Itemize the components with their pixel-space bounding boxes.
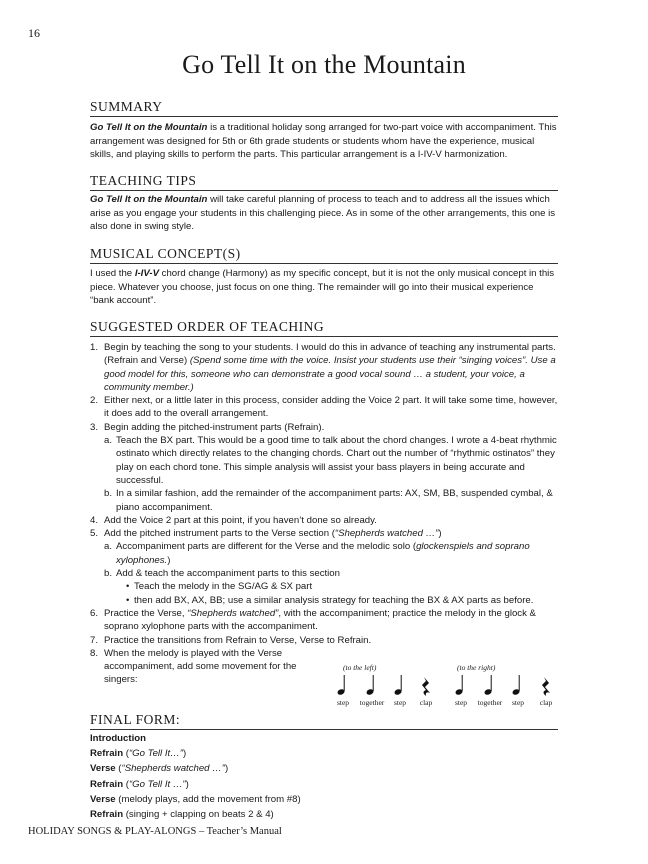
summary-heading: SUMMARY xyxy=(90,99,558,117)
form-text-end: ) xyxy=(182,748,187,760)
item-italic: “Shepherds watched …” xyxy=(334,528,439,540)
form-intro: Introduction xyxy=(90,733,146,744)
rhythm-word: step xyxy=(454,698,468,707)
subitem-text: In a similar fashion, add the remainder of the accompaniment parts: AX, SM, BB, suspended cymbal, & piano accompaniment. xyxy=(116,488,553,513)
subitem-italic: glockenspiels and soprano xylophones. xyxy=(116,541,530,566)
rhythm-word: clap xyxy=(539,698,553,707)
form-line xyxy=(90,792,560,807)
bullet-icon: • xyxy=(126,594,130,606)
item-text-end: ) xyxy=(438,528,442,540)
item-number: 5. xyxy=(90,528,99,540)
page-footer: HOLIDAY SONGS & PLAY-ALONGS – Teacher’s Manual xyxy=(28,826,282,837)
item-text: When the melody is played with the Verse accompaniment, add some movement for the singers: xyxy=(104,647,297,686)
musical-concept-heading: MUSICAL CONCEPT(S) xyxy=(90,246,558,264)
rhythm-word: together xyxy=(477,698,503,707)
form-line xyxy=(90,807,560,822)
movement-rhythm-figure xyxy=(335,663,565,711)
item-text: Add the Voice 2 part at this point, if you haven’t done so already. xyxy=(104,514,377,526)
musical-concept-paragraph xyxy=(90,267,560,308)
quarter-rest-icon xyxy=(422,677,430,696)
item-number: 2. xyxy=(90,395,99,407)
rhythm-left-label: (to the left) xyxy=(343,663,377,672)
final-form-heading: FINAL FORM: xyxy=(90,712,558,730)
rhythm-word: step xyxy=(393,698,407,707)
form-text: ( xyxy=(123,778,129,790)
form-line xyxy=(90,731,560,746)
summary-song-title: Go Tell It on the Mountain xyxy=(90,122,208,133)
quarter-note-icon xyxy=(455,675,464,696)
teaching-tips-heading: TEACHING TIPS xyxy=(90,173,558,191)
list-item xyxy=(90,527,562,540)
item-text: Add the pitched instrument parts to the Verse section ( xyxy=(104,528,335,540)
subitem-text: Teach the BX part. This would be a good time to talk about the chord changes. I wrote a 4-beat rhythmic ostinato which directly relates to the changing chords. Chart out the number of “rhythmic ostinatos” they play on each chord tone. This simple analysis will assist your bass players in being accurate and successful. xyxy=(116,435,557,486)
tips-text: will take careful planning of process to teach and to address all the issues which arise as you engage your students in this challenging piece. As in some of the other arrangements, this one is also done in swing style. xyxy=(90,194,556,232)
concept-chords: I-IV-V xyxy=(134,268,159,279)
quarter-note-icon xyxy=(394,675,403,696)
form-italic: “Go Tell It …” xyxy=(128,778,186,790)
form-text: (singing + clapping on beats 2 & 4) xyxy=(123,809,274,821)
item-text: Practice the Verse, xyxy=(104,607,188,619)
item-number: 1. xyxy=(90,342,99,353)
subitem-letter: b. xyxy=(104,488,113,500)
quarter-note-icon xyxy=(366,675,375,696)
form-section: Refrain xyxy=(90,778,124,790)
form-section: Verse xyxy=(90,763,116,775)
list-subitem xyxy=(90,487,562,514)
order-list xyxy=(90,341,562,687)
item-text: Practice the transitions from Refrain to Verse, Verse to Refrain. xyxy=(104,634,372,646)
quarter-rest-icon xyxy=(542,677,550,696)
list-subitem xyxy=(90,434,562,487)
rhythm-word: step xyxy=(511,698,525,707)
form-italic: “Shepherds watched …” xyxy=(121,763,225,775)
form-section: Refrain xyxy=(90,809,124,821)
item-text-end: , with the accompaniment; practice the melody in the glock & soprano xylophone parts with the accompaniment. xyxy=(104,607,536,633)
form-line xyxy=(90,761,560,776)
page-title: Go Tell It on the Mountain xyxy=(182,50,466,79)
subitem-text-end: ) xyxy=(167,554,171,566)
item-italic: “Shepherds watched” xyxy=(187,607,279,619)
form-line xyxy=(90,777,560,792)
list-item xyxy=(90,341,562,394)
quarter-note-icon xyxy=(484,675,493,696)
list-item xyxy=(90,647,332,687)
item-number: 6. xyxy=(90,607,99,619)
concept-text-after: chord change (Harmony) as my specific concept, but it is not the only musical concept in this piece. Whatever you choose, just focus on one thing. The remainder will go into their musical experience “bank account”. xyxy=(90,268,555,306)
rhythm-word: clap xyxy=(419,698,433,707)
item-italic: (Spend some time with the voice. Insist your students use their “singing voices”. Use a good model for this, someone who can demonstrate a good vocal sound … a student, your voice, a community member.) xyxy=(104,355,556,393)
bullet-text: Teach the melody in the SG/AG & SX part xyxy=(134,581,313,593)
form-text: ( xyxy=(123,748,129,760)
item-text: Begin by teaching the song to your students. I would do this in advance of teaching any instrumental parts. (Refrain and Verse) xyxy=(104,342,556,367)
item-number: 7. xyxy=(90,634,99,646)
quarter-note-icons xyxy=(335,673,565,697)
subitem-letter: b. xyxy=(104,568,113,580)
item-number: 3. xyxy=(90,421,99,433)
list-item xyxy=(90,634,562,647)
list-item xyxy=(90,421,562,434)
subitem-text: Accompaniment parts are different for the Verse and the melodic solo ( xyxy=(116,541,417,553)
item-number: 8. xyxy=(90,647,99,659)
final-form-list xyxy=(90,731,560,822)
form-text-end: ) xyxy=(224,763,229,775)
rhythm-word: step xyxy=(336,698,350,707)
list-subitem xyxy=(90,540,562,567)
item-text: Either next, or a little later in this process, consider adding the Voice 2 part. It will take some time, however, it does add to the overall arrangement. xyxy=(104,395,558,420)
order-heading: SUGGESTED ORDER OF TEACHING xyxy=(90,319,558,337)
summary-text: is a traditional holiday song arranged for two-part voice with accompaniment. This arrangement was designed for 5th or 6th grade students or students whom have the experience, musical skills, and playing skills to perform the parts. This particular arrangement is a I-IV-V harmonization. xyxy=(90,122,557,160)
rhythm-word: together xyxy=(359,698,385,707)
bullet-item xyxy=(90,594,562,607)
form-text: (melody plays, add the movement from #8) xyxy=(115,793,301,805)
item-text: Begin adding the pitched-instrument parts (Refrain). xyxy=(104,421,325,433)
bullet-icon: • xyxy=(126,581,130,593)
form-italic: “Go Tell It…” xyxy=(128,748,183,760)
form-text: ( xyxy=(115,763,122,775)
bullet-text: then add BX, AX, BB; use a similar analysis strategy for teaching the BX & AX parts as before. xyxy=(134,594,534,606)
item-number: 4. xyxy=(90,514,99,526)
form-text-end: ) xyxy=(185,778,189,790)
form-line xyxy=(90,746,560,761)
subitem-letter: a. xyxy=(104,435,113,447)
quarter-note-icon xyxy=(337,675,346,696)
rhythm-right-label: (to the right) xyxy=(457,663,496,672)
concept-text-before: I used the xyxy=(90,268,135,279)
bullet-item xyxy=(90,580,562,593)
list-subitem xyxy=(90,567,562,580)
summary-paragraph xyxy=(90,121,560,162)
teaching-tips-paragraph xyxy=(90,193,560,234)
tips-song-title: Go Tell It on the Mountain xyxy=(90,194,208,205)
subitem-text: Add & teach the accompaniment parts to this section xyxy=(116,568,340,580)
quarter-note-icon xyxy=(512,675,521,696)
form-section: Refrain xyxy=(90,748,124,760)
list-item xyxy=(90,514,562,527)
page-number: 16 xyxy=(28,26,40,40)
subitem-letter: a. xyxy=(104,541,113,553)
form-section: Verse xyxy=(90,793,116,805)
list-item xyxy=(90,394,562,421)
list-item xyxy=(90,607,562,634)
